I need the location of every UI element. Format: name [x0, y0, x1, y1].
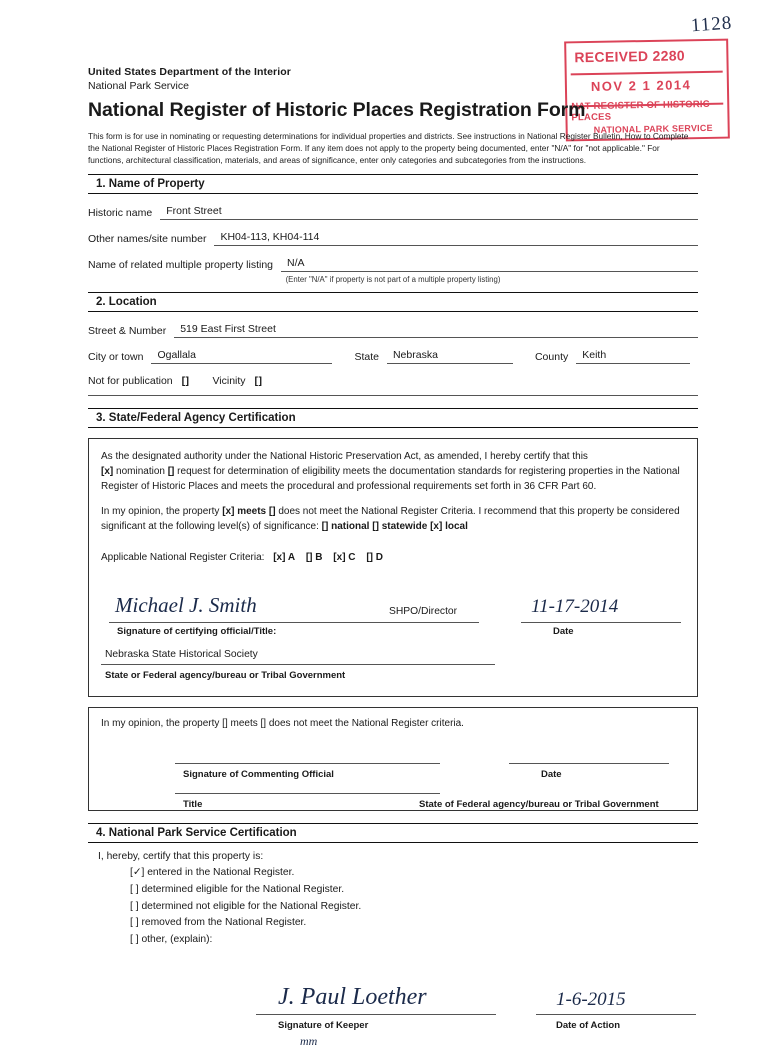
level-national-label: national — [331, 521, 370, 533]
vicinity-label: Vicinity — [212, 375, 246, 388]
historic-name-input[interactable]: Front Street — [160, 205, 698, 220]
city-input[interactable]: Ogallala — [151, 349, 332, 364]
nps-option-eligible[interactable]: [ ] determined eligible for the National Register. — [130, 884, 345, 896]
historic-name-row — [88, 205, 698, 220]
keeper-date-value: 1-6-2015 — [556, 988, 626, 1010]
street-label: Street & Number — [88, 325, 167, 338]
criteria-d-checkbox[interactable]: [] D — [366, 552, 383, 564]
historic-name-label: Historic name — [88, 207, 153, 220]
agency-name: United States Department of the Interior — [88, 66, 291, 78]
cert-notmeet-text: does not meet the National Register Criteria. I recommend that this property be considered significant at the following level(s) of significance: — [101, 506, 680, 533]
state-label: State — [354, 351, 379, 364]
bureau-name: National Park Service — [88, 80, 189, 92]
commenting-title-line[interactable] — [175, 793, 440, 794]
section-3-heading: 3. State/Federal Agency Certification — [88, 408, 698, 428]
form-instructions — [88, 130, 692, 166]
not-for-publication-label: Not for publication — [88, 375, 173, 388]
commenting-paragraph: In my opinion, the property [] meets [] does not meet the National Register criteria. — [101, 717, 464, 729]
stamp-agency-text: NATIONAL PARK SERVICE — [593, 122, 713, 135]
criteria-row — [101, 550, 685, 565]
commenting-date-label: Date — [541, 768, 562, 780]
certifying-signature-label: Signature of certifying official/Title: — [117, 625, 277, 637]
level-statewide-label: statewide — [381, 521, 428, 533]
stamp-received-text: RECEIVED 2280 — [574, 47, 686, 66]
keeper-initials: mm — [300, 1033, 318, 1048]
certifying-date-line[interactable] — [521, 622, 681, 623]
nps-option-not-eligible[interactable]: [ ] determined not eligible for the National Register. — [130, 900, 362, 912]
instructions-part2: If any item does not apply to the property being documented, enter "N/A" for "not applicable." For functions, architectural classification, materials, and areas of significance, enter only categories and subcategories from the instructions. — [88, 143, 660, 166]
county-input[interactable]: Keith — [576, 349, 690, 364]
nps-intro-text: I, hereby, certify that this property is: — [98, 850, 264, 862]
cert-nomination-checkbox[interactable]: [x] — [101, 466, 114, 478]
cert-nomination-label: nomination — [116, 466, 165, 478]
street-input[interactable]: 519 East First Street — [174, 323, 698, 338]
certifying-signature-area — [101, 579, 685, 645]
level-local-label: local — [445, 521, 468, 533]
street-row — [88, 323, 698, 338]
criteria-a-checkbox[interactable]: [x] A — [273, 552, 296, 564]
nps-certification-list — [88, 849, 698, 949]
cert-request-checkbox[interactable]: [] — [167, 466, 175, 478]
stamp-registry-text: NAT REGISTER OF HISTORIC PLACES — [571, 98, 710, 124]
commenting-signature-label: Signature of Commenting Official — [183, 768, 334, 780]
section-1-heading: 1. Name of Property — [88, 174, 698, 194]
nps-option-removed[interactable]: [ ] removed from the National Register. — [130, 917, 307, 929]
cert-p1-text-a: As the designated authority under the National Historic Preservation Act, as amended, I hereby certify that this — [101, 451, 588, 463]
keeper-signature: J. Paul Loether — [278, 983, 427, 1010]
cert-request-text: request for determination of eligibility meets the documentation standards for registering properties in the National Register of Historic Places and meets the procedural and professional requirements set forth in 36 CFR Part 60. — [101, 466, 680, 493]
keeper-signature-line[interactable] — [256, 1014, 496, 1015]
commenting-title-label: Title — [183, 798, 203, 810]
commenting-agency-label: State of Federal agency/bureau or Tribal Government — [419, 798, 659, 810]
county-label: County — [534, 351, 569, 364]
multiple-listing-row — [88, 257, 698, 272]
keeper-signature-label: Signature of Keeper — [278, 1019, 369, 1031]
level-national-checkbox[interactable]: [] — [321, 521, 329, 533]
certification-paragraph-1 — [101, 449, 685, 494]
state-agency-value[interactable]: Nebraska State Historical Society — [101, 647, 495, 665]
criteria-label: Applicable National Register Criteria: — [101, 552, 265, 564]
multiple-listing-note: (Enter "N/A" if property is not part of a multiple property listing) — [285, 275, 501, 285]
other-names-input[interactable]: KH04-113, KH04-114 — [214, 231, 698, 246]
cert-meets-checkbox[interactable]: [x] — [222, 506, 235, 518]
nps-option-other[interactable]: [ ] other, (explain): — [130, 934, 213, 946]
criteria-b-checkbox[interactable]: [] B — [305, 552, 323, 564]
nps-option-entered[interactable]: [✓] entered in the National Register. — [130, 867, 295, 879]
level-local-checkbox[interactable]: [x] — [430, 521, 443, 533]
location-divider — [88, 395, 698, 396]
commenting-date-line[interactable] — [509, 763, 669, 764]
cert-meets-label: meets — [237, 506, 267, 518]
section-4-heading: 4. National Park Service Certification — [88, 823, 698, 843]
level-statewide-checkbox[interactable]: [] — [372, 521, 379, 533]
cert-notmeet-checkbox[interactable]: [] — [268, 506, 276, 518]
keeper-date-label: Date of Action — [556, 1019, 621, 1031]
certifying-signature-line[interactable] — [109, 622, 479, 623]
keeper-date-line[interactable] — [536, 1014, 696, 1015]
city-label: City or town — [88, 351, 144, 364]
section-2-heading: 2. Location — [88, 292, 698, 312]
state-certification-box — [88, 438, 698, 697]
criteria-c-checkbox[interactable]: [x] C — [333, 552, 356, 564]
certification-paragraph-2 — [101, 504, 685, 534]
other-names-label: Other names/site number — [88, 233, 207, 246]
handwritten-page-number: 1128 — [689, 12, 733, 37]
city-state-county-row — [88, 349, 698, 364]
commenting-official-box — [88, 707, 698, 811]
commenting-signature-line[interactable] — [175, 763, 440, 764]
certifying-date-label: Date — [553, 625, 574, 637]
multiple-listing-input[interactable]: N/A — [281, 257, 698, 272]
vicinity-checkbox[interactable]: [] — [254, 375, 263, 388]
certifying-date-value: 11-17-2014 — [531, 595, 619, 617]
certifying-official-signature: Michael J. Smith — [115, 592, 257, 617]
form-content — [88, 66, 698, 1048]
keeper-signature-area — [88, 965, 698, 1048]
not-for-publication-checkbox[interactable]: [] — [181, 375, 190, 388]
state-agency-label: State or Federal agency/bureau or Tribal Government — [105, 670, 346, 682]
cert-p2-text-a: In my opinion, the property — [101, 506, 220, 518]
multiple-listing-label: Name of related multiple property listing — [88, 259, 274, 272]
stamp-date-text: NOV 2 1 2014 — [590, 77, 692, 94]
instructions-part1: This form is for use in nominating or requesting determinations for individual properties and districts. See instructions in National Register Bulletin, How to Complete the National Register of Historic Places Registration Form. — [88, 131, 689, 154]
state-input[interactable]: Nebraska — [387, 349, 513, 364]
page-title: National Register of Historic Places Registration Form — [88, 99, 586, 121]
publication-vicinity-row — [88, 375, 698, 387]
other-names-row — [88, 231, 698, 246]
certifying-official-title: SHPO/Director — [389, 605, 458, 617]
